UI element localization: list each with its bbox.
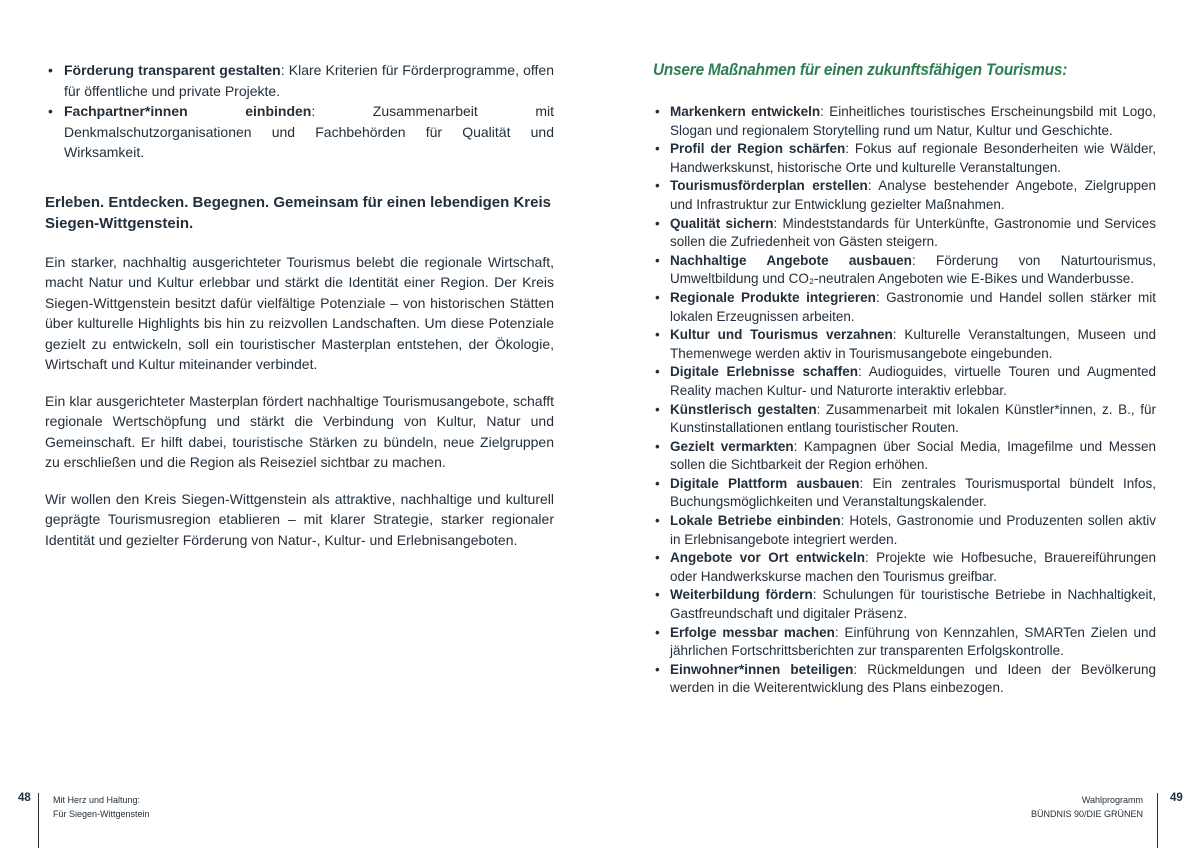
bullet-lead: Nachhaltige Angebote ausbauen [670, 252, 912, 268]
section-heading: Erleben. Entdecken. Begegnen. Gemeinsam für einen lebendigen Kreis Siegen-Wittgenstein. [45, 193, 551, 232]
bullet-list-left [45, 60, 554, 163]
bullet-text: : Projekte wie Hofbesuche, Brauereiführungen oder Handwerkskurse machen den Tourismus greifbar. [670, 550, 1157, 584]
page-right-column [653, 60, 1156, 698]
list-item [653, 103, 1156, 140]
paragraph: Ein starker, nachhaltig ausgerichteter Tourismus belebt die regionale Wirtschaft, macht Natur und Kultur erlebbar und stärkt die Identität einer Region. Der Kreis Siegen-Wittgenstein besitzt dafür vielfältige Potenziale – von historischen Stätten über kulturelle Highlights bis hin zu reizvollen Landschaften. Um diese Potenziale gezielt zu entwickeln, soll ein touristischer Masterplan entstehen, der Ökologie, Wirtschaft und Kultur miteinander verbindet. [45, 253, 554, 372]
bullet-text: : Hotels, Gastronomie und Produzenten sollen aktiv in Erlebnisangebote integriert werden. [670, 513, 1156, 547]
bullet-lead: Fachpartner*innen einbinden [64, 103, 312, 119]
bullet-lead: Digitale Plattform ausbauen [670, 475, 860, 491]
bullet-text: : Ein zentrales Tourismusportal bündelt Infos, Buchungsmöglichkeiten und Veranstaltungskalender. [670, 475, 1156, 510]
bullet-lead: Lokale Betriebe einbinden [670, 513, 841, 529]
footer-line: Wahlprogramm [1081, 795, 1143, 805]
bullet-text: : Zusammenarbeit mit Denkmalschutzorganisationen und Fachbehörden für Qualität und Wirksamkeit. [64, 103, 554, 160]
list-item [653, 438, 1156, 475]
bullet-text: : Fokus auf regionale Besonderheiten wie Wälder, Handwerkskunst, historische Orte und kulturelle Veranstaltungen. [670, 141, 1156, 175]
list-item [653, 549, 1156, 586]
bullet-text: : Einheitliches touristisches Erscheinungsbild mit Logo, Slogan und regionalem Storytelling rund um Natur, Kultur und Geschichte. [670, 104, 1157, 138]
footer-title-right [1031, 793, 1143, 821]
bullet-lead: Regionale Produkte integrieren [670, 289, 876, 305]
bullet-text: : Mindeststandards für Unterkünfte, Gastronomie und Services sollen die Zufriedenheit von Gästen steigern. [670, 215, 1156, 250]
list-item [653, 363, 1156, 400]
list-item [653, 215, 1156, 252]
list-item [653, 401, 1156, 438]
bullet-text: : Einführung von Kennzahlen, SMARTen Zielen und jährlichen Fortschrittsberichten zur transparenten Erfolgskontrolle. [670, 624, 1156, 659]
bullet-text: : Kampagnen über Social Media, Imagefilme und Messen sollen die Sichtbarkeit der Region erhöhen. [670, 438, 1156, 473]
page-number-right: 49 [1170, 792, 1183, 804]
bullet-lead: Kultur und Tourismus verzahnen [670, 327, 893, 343]
bullet-lead: Qualität sichern [670, 215, 774, 231]
bullet-lead: Gezielt vermarkten [670, 438, 794, 454]
footer-line: Für Siegen-Wittgenstein [53, 809, 150, 819]
footer-divider-left [38, 793, 39, 848]
list-item [653, 661, 1156, 698]
list-item [653, 289, 1156, 326]
bullet-text: : Kulturelle Veranstaltungen, Museen und Themenwege werden aktiv in Tourismusangebote eingebunden. [670, 327, 1157, 361]
list-item [653, 326, 1156, 363]
paragraph: Ein klar ausgerichteter Masterplan fördert nachhaltige Tourismusangebote, schafft regionale Wertschöpfung und stärkt die Verbindung von Kultur, Natur und Gemeinschaft. Er hilft dabei, touristische Stärken zu bündeln, neue Zielgruppen zu erschließen und die Region als Reiseziel sichtbar zu machen. [45, 392, 554, 470]
bullet-lead: Angebote vor Ort entwickeln [670, 550, 865, 566]
bullet-text: : Förderung von Naturtourismus, Umweltbildung und CO₂-neutralen Angeboten wie E-Bikes und Wanderbusse. [670, 252, 1156, 287]
page-left-column [45, 60, 554, 550]
list-item [653, 177, 1156, 214]
paragraph: Wir wollen den Kreis Siegen-Wittgenstein als attraktive, nachhaltige und kulturell geprägte Tourismusregion etablieren – mit klarer Strategie, starker regionaler Identität und gezielter Förderung von Natur-, Kultur- und Erlebnisangeboten. [45, 490, 554, 548]
footer-divider-right [1157, 793, 1158, 848]
bullet-lead: Weiterbildung fördern [670, 587, 813, 603]
bullet-text: : Rückmeldungen und Ideen der Bevölkerung werden in die Weiterentwicklung des Plans einbezogen. [670, 661, 1156, 696]
bullet-text: : Schulungen für touristische Betriebe in Nachhaltigkeit, Gastfreundschaft und digitaler Präsenz. [670, 587, 1156, 622]
list-item [653, 586, 1156, 623]
list-item [45, 101, 554, 163]
footer-line: BÜNDNIS 90/DIE GRÜNEN [1030, 809, 1143, 819]
page-number-left: 48 [18, 792, 31, 804]
bullet-lead: Digitale Erlebnisse schaffen [670, 364, 858, 380]
bullet-text: : Gastronomie und Handel sollen stärker mit lokalen Erzeugnissen arbeiten. [670, 289, 1156, 324]
measures-heading: Unsere Maßnahmen für einen zukunftsfähigen Tourismus: [653, 61, 1068, 79]
bullet-lead: Einwohner*innen beteiligen [670, 661, 854, 677]
bullet-lead: Förderung transparent gestalten [64, 62, 281, 78]
list-item [45, 60, 554, 101]
footer-line: Mit Herz und Haltung: [53, 795, 141, 805]
list-item [653, 252, 1156, 289]
bullet-lead: Profil der Region schärfen [670, 141, 846, 157]
footer-title-left [53, 793, 150, 821]
list-item [653, 140, 1156, 177]
bullet-text: : Zusammenarbeit mit lokalen Künstler*innen, z. B., für Kunstinstallationen entlang touristischer Routen. [670, 401, 1156, 436]
bullet-lead: Tourismusförderplan erstellen [670, 178, 868, 194]
list-item [653, 475, 1156, 512]
bullet-lead: Künstlerisch gestalten [670, 401, 817, 417]
bullet-lead: Erfolge messbar machen [670, 624, 835, 640]
bullet-list-right [653, 103, 1156, 698]
bullet-lead: Markenkern entwickeln [670, 104, 821, 119]
list-item [653, 624, 1156, 661]
bullet-text: : Klare Kriterien für Förderprogramme, offen für öffentliche und private Projekte. [64, 62, 554, 99]
bullet-text: : Audioguides, virtuelle Touren und Augmented Reality machen Kultur- und Naturorte interaktiv erlebbar. [670, 364, 1157, 398]
list-item [653, 512, 1156, 549]
bullet-text: : Analyse bestehender Angebote, Zielgruppen und Infrastruktur zur Entwicklung gezielter Maßnahmen. [670, 178, 1156, 212]
